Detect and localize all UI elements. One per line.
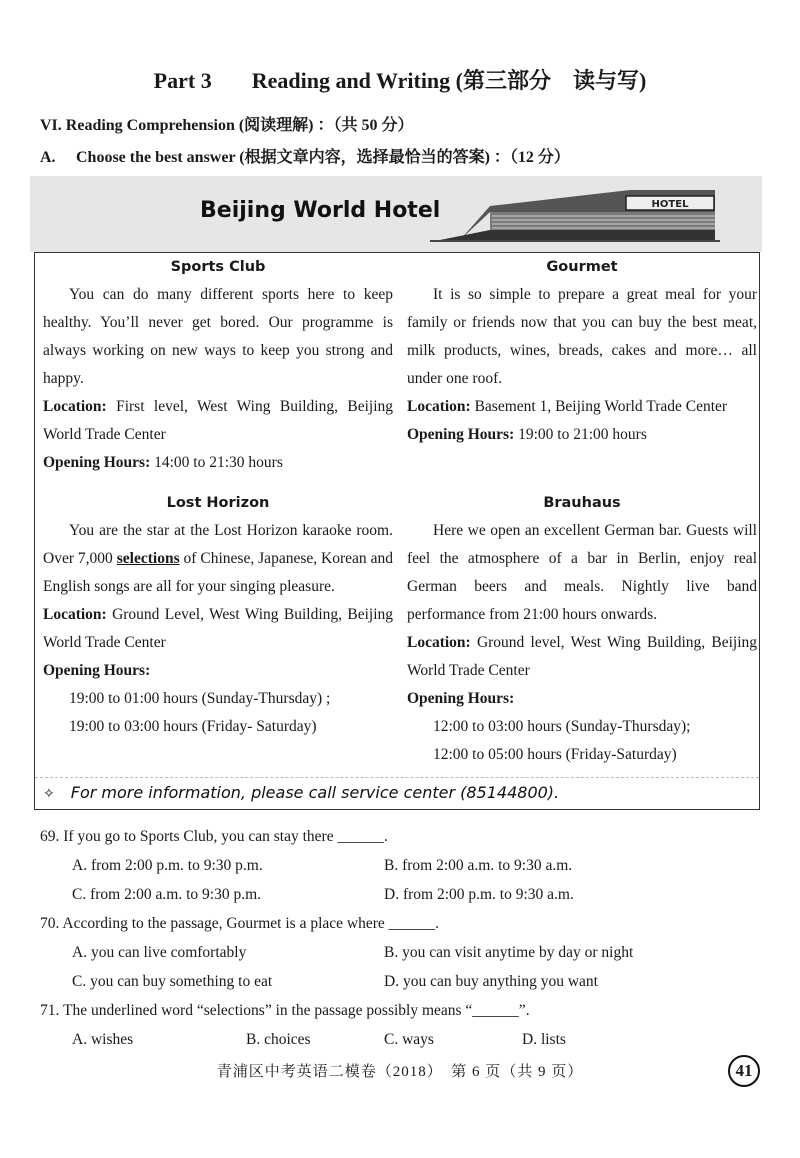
subsection-text: Choose the best answer (根据文章内容，选择最恰当的答案) ：（12 分） (76, 149, 570, 166)
question-70-option-c[interactable]: C. you can buy something to eat (72, 973, 273, 990)
gourmet-location: Location: Basement 1, Beijing World Trade Center (407, 398, 728, 415)
lost-horizon-hours-2: 19:00 to 03:00 hours (Friday- Saturday) (69, 718, 317, 735)
question-70-option-b[interactable]: B. you can visit anytime by day or night (384, 944, 634, 961)
brauhaus-hours-2: 12:00 to 05:00 hours (Friday-Saturday) (433, 746, 677, 763)
subsection-letter: A. (40, 149, 56, 166)
lost-horizon-section (43, 489, 393, 741)
sports-club-section (43, 253, 393, 477)
question-70-option-d[interactable]: D. you can buy anything you want (384, 973, 598, 990)
page-footer: 青浦区中考英语二模卷（2018） 第 6 页（共 9 页） (216, 1064, 584, 1080)
hotel-banner (30, 176, 762, 252)
brauhaus-hours-label: Opening Hours: (407, 690, 515, 707)
banner-title: Beijing World Hotel (200, 198, 441, 223)
question-70-stem: 70. According to the passage, Gourmet is a place where ______. (40, 915, 440, 932)
service-footnote: ✧ For more information, please call service center (85144800). (43, 783, 560, 802)
question-69-option-c[interactable]: C. from 2:00 a.m. to 9:30 p.m. (72, 886, 262, 903)
question-69-option-a[interactable]: A. from 2:00 p.m. to 9:30 p.m. (72, 857, 263, 874)
question-71-stem: 71. The underlined word “selections” in the passage possibly means “______”. (40, 1002, 530, 1019)
part-title: Reading and Writing (第三部分 读与写) (251, 68, 647, 93)
lost-horizon-heading: Lost Horizon (166, 495, 270, 511)
divider (35, 777, 759, 778)
brauhaus-location: Location: Ground level, West Wing Building, Beijing World Trade Center (407, 634, 758, 679)
gourmet-section (407, 253, 757, 449)
part-label: Part 3 (153, 68, 212, 93)
question-70-option-a[interactable]: A. you can live comfortably (72, 944, 247, 961)
sports-club-body: You can do many different sports here to keep healthy. You’ll never get bored. Our programme is always working on new ways to keep you strong and happy. (43, 286, 393, 387)
brauhaus-section (407, 489, 757, 769)
question-69-stem: 69. If you go to Sports Club, you can stay there ______. (40, 828, 388, 845)
question-71-option-b[interactable]: B. choices (246, 1031, 311, 1048)
question-69-option-d[interactable]: D. from 2:00 p.m. to 9:30 a.m. (384, 886, 574, 903)
sports-club-location: Location: First level, West Wing Building, Beijing World Trade Center (43, 398, 393, 443)
reading-passage-box (34, 252, 760, 810)
section-heading: VI. Reading Comprehension (阅读理解) ：（共 50 分） (40, 117, 414, 134)
brauhaus-heading: Brauhaus (543, 495, 621, 511)
brauhaus-body: Here we open an excellent German bar. Guests will feel the atmosphere of a bar in Berlin, enjoy real German beers and meals. Nightly live band performance from 21:00 hours onwards. (407, 522, 757, 623)
page-title (0, 64, 800, 95)
question-69-option-b[interactable]: B. from 2:00 a.m. to 9:30 a.m. (384, 857, 573, 874)
sports-club-heading: Sports Club (170, 259, 266, 275)
hotel-sign-text: HOTEL (651, 199, 689, 210)
gourmet-hours: Opening Hours: 19:00 to 21:00 hours (407, 426, 647, 443)
page-number-badge: 41 (728, 1055, 760, 1087)
sports-club-hours: Opening Hours: 14:00 to 21:30 hours (43, 454, 283, 471)
gourmet-heading: Gourmet (546, 259, 618, 275)
lost-horizon-hours-label: Opening Hours: (43, 662, 151, 679)
subsection-heading (40, 144, 570, 167)
question-71-option-c[interactable]: C. ways (384, 1031, 434, 1048)
lost-horizon-hours-1: 19:00 to 01:00 hours (Sunday-Thursday) ; (69, 690, 331, 707)
underlined-word: selections (116, 550, 180, 567)
question-71-option-d[interactable]: D. lists (522, 1031, 566, 1048)
question-71-option-a[interactable]: A. wishes (72, 1031, 134, 1048)
brauhaus-hours-1: 12:00 to 03:00 hours (Sunday-Thursday); (433, 718, 691, 735)
lost-horizon-body: You are the star at the Lost Horizon karaoke room. Over 7,000 selections of Chinese, Japanese, Korean and English songs are all for your singing pleasure. (43, 522, 393, 595)
hotel-building-icon (430, 184, 720, 242)
lost-horizon-location: Location: Ground Level, West Wing Building, Beijing World Trade Center (43, 606, 393, 651)
gourmet-body: It is so simple to prepare a great meal for your family or friends now that you can buy the best meat, milk products, wines, breads, cakes and more… all under one roof. (407, 286, 757, 387)
diamond-icon: ✧ (43, 786, 55, 802)
